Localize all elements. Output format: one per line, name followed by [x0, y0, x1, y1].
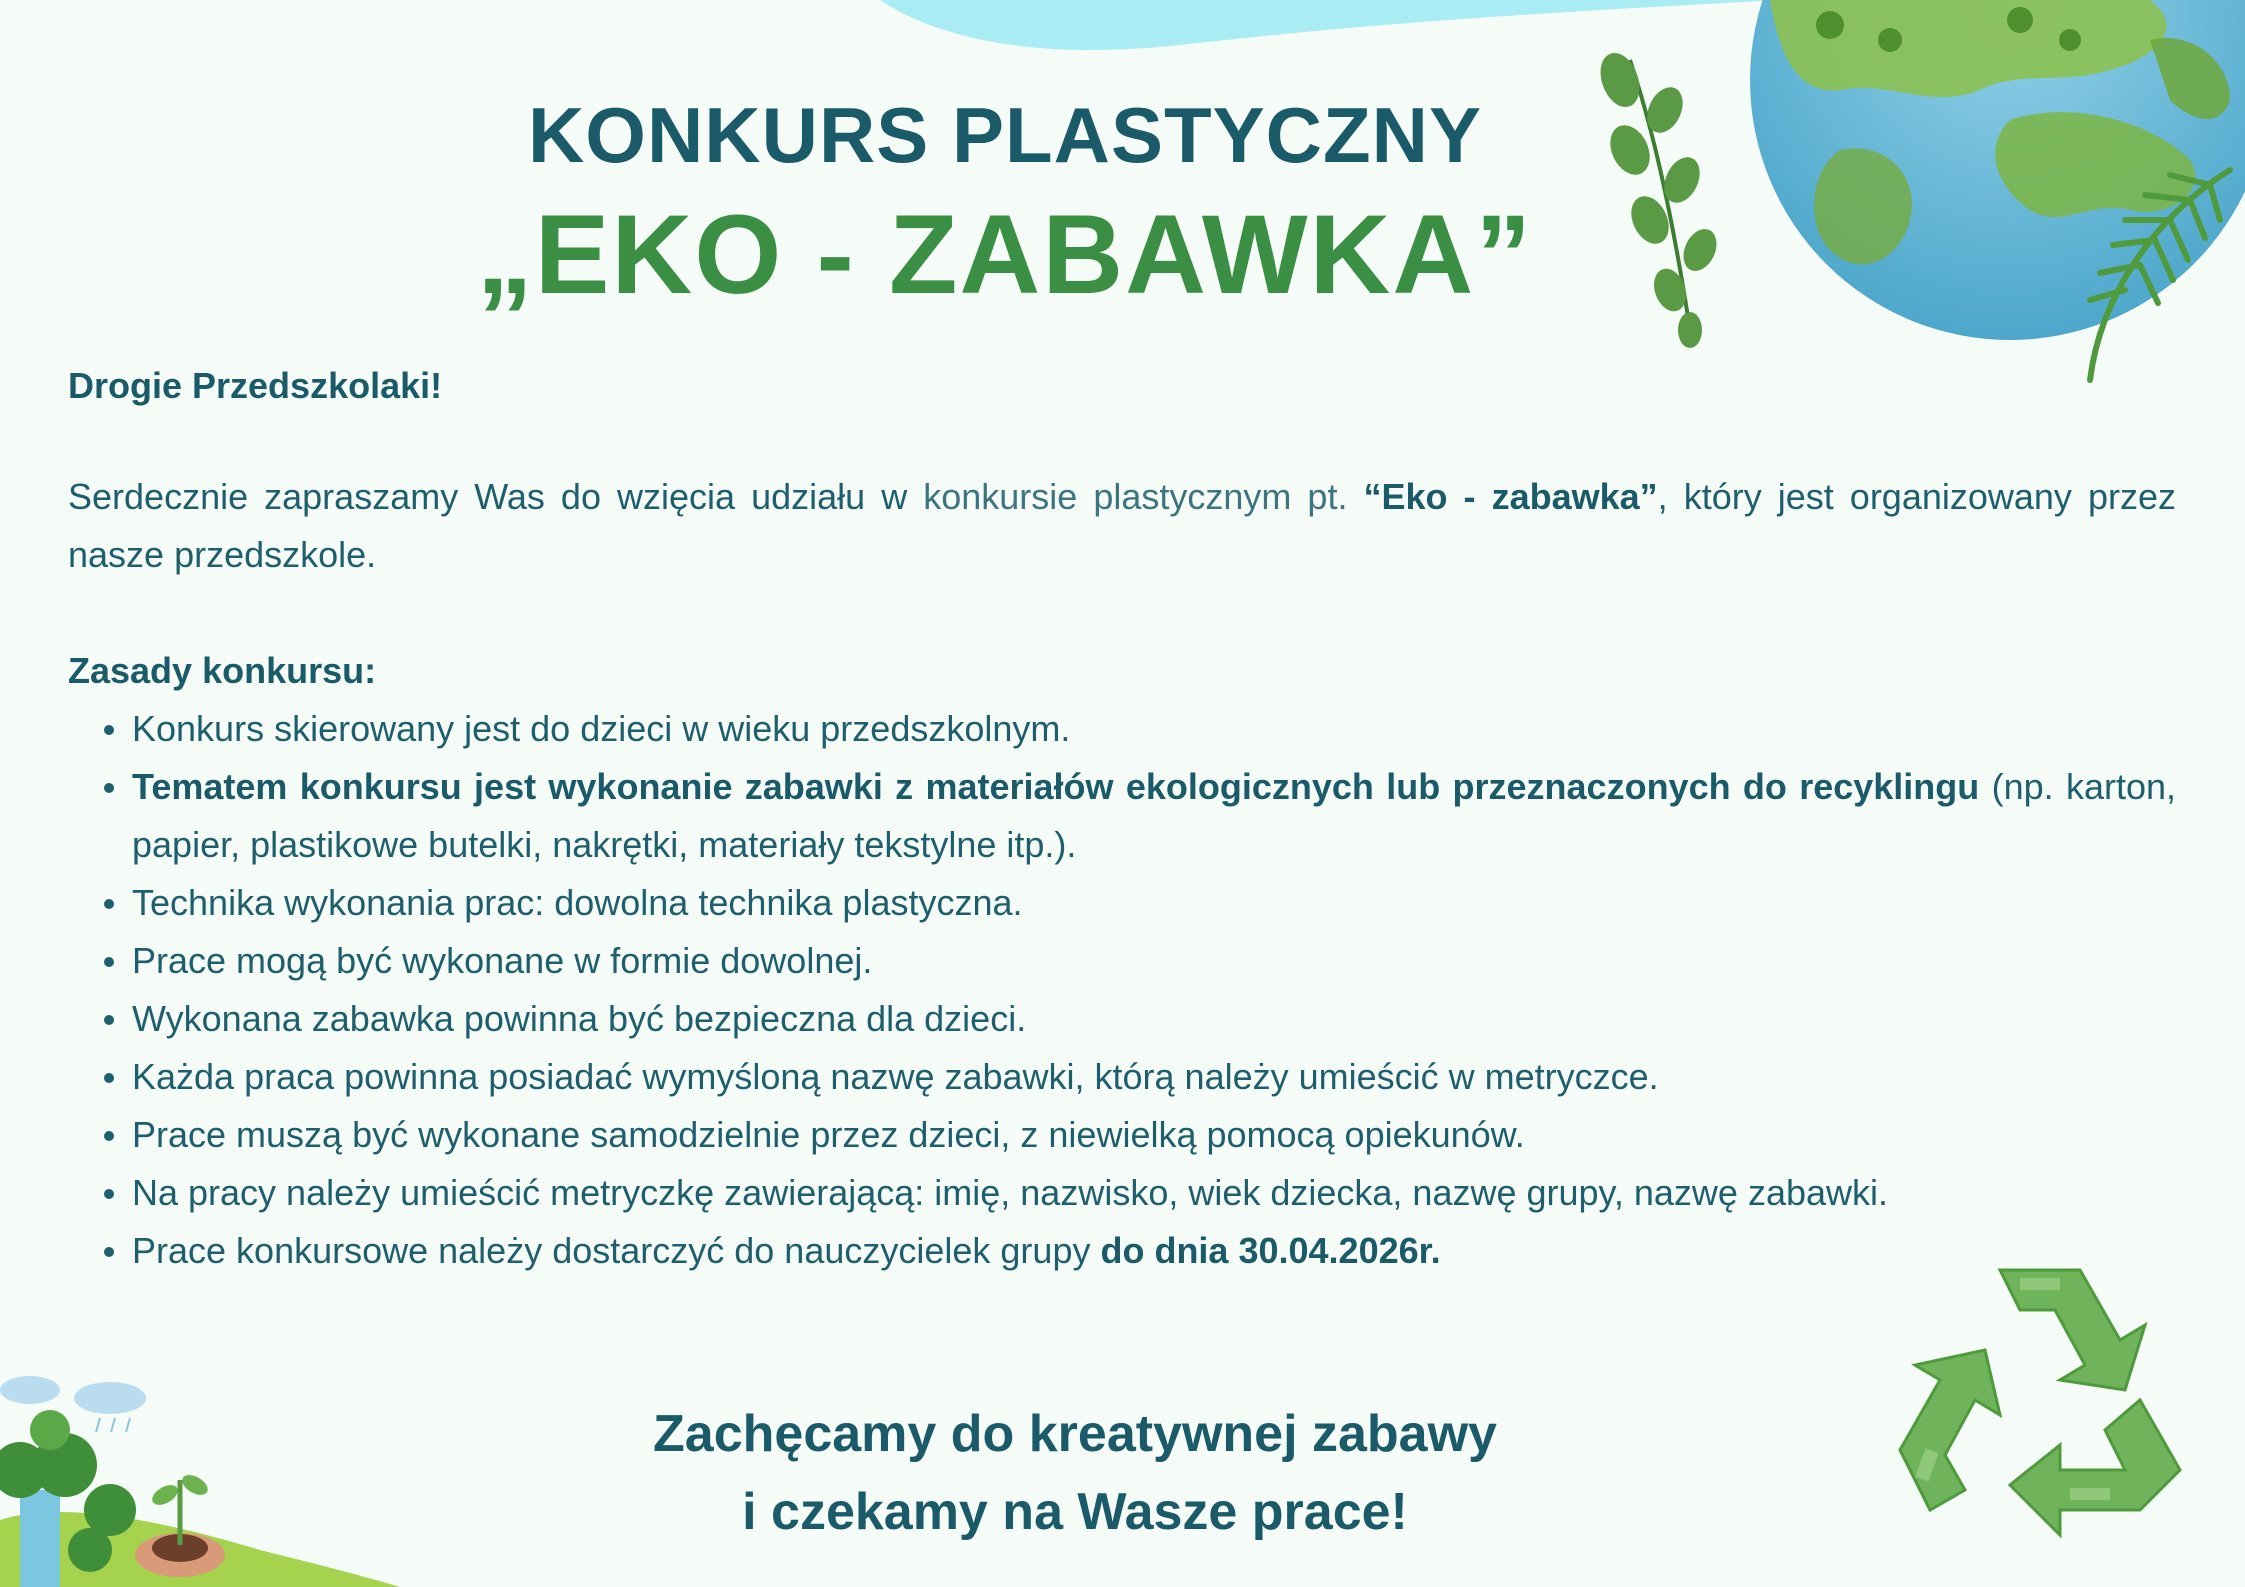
- list-item: [68, 1222, 2176, 1280]
- list-item: [68, 1048, 2176, 1106]
- rule-text: Konkurs skierowany jest do dzieci w wieku przedszkolnym.: [132, 708, 1071, 749]
- closing-message: [400, 1395, 1750, 1551]
- closing-line-1: Zachęcamy do kreatywnej zabawy: [653, 1405, 1497, 1463]
- nature-landscape: [0, 1370, 400, 1587]
- rule-text: Prace muszą być wykonane samodzielnie przez dzieci, z niewielką pomocą opiekunów.: [132, 1114, 1525, 1155]
- list-item: [68, 700, 2176, 758]
- rule-text: Prace mogą być wykonane w formie dowolnej.: [132, 940, 873, 981]
- rule-text: Każda praca powinna posiadać wymyśloną nazwę zabawki, którą należy umieścić w metryczce.: [132, 1056, 1659, 1097]
- rule-text: Technika wykonania prac: dowolna technika plastyczna.: [132, 882, 1023, 923]
- intro-paragraph: [68, 468, 2176, 584]
- rule-text: (np. karton, papier, plastikowe butelki, nakrętki, materiały tekstylne itp.).: [132, 766, 2176, 865]
- rule-text: Wykonana zabawka powinna być bezpieczna dla dzieci.: [132, 998, 1027, 1039]
- contest-name: „EKO - ZABAWKA”: [476, 192, 1534, 317]
- list-item: [68, 990, 2176, 1048]
- list-item: [68, 1106, 2176, 1164]
- rule-text-bold: Tematem konkursu jest wykonanie zabawki z materiałów ekologicznych lub przeznaczonych do recyklingu: [132, 766, 1980, 807]
- intro-text-2: konkursie plastycznym pt.: [907, 476, 1364, 517]
- page-title: KONKURS PLASTYCZNY: [527, 91, 1483, 179]
- recycle-icon: [1890, 1250, 2190, 1540]
- rules-heading: Zasady konkursu:: [68, 650, 377, 691]
- intro-text-1: Serdecznie zapraszamy Was do wzięcia udziału w: [68, 476, 908, 517]
- rules-list: [68, 700, 2176, 1280]
- closing-line-2: i czekamy na Wasze prace!: [742, 1483, 1408, 1541]
- rule-text: Na pracy należy umieścić metryczkę zawierającą: imię, nazwisko, wiek dziecka, nazwę grupy, nazwę zabawki.: [132, 1172, 1889, 1213]
- list-item: [68, 758, 2176, 874]
- deadline-text: do dnia 30.04.2026r.: [1100, 1230, 1441, 1271]
- list-item: [68, 874, 2176, 932]
- list-item: [68, 932, 2176, 990]
- list-item: [68, 1164, 2176, 1222]
- intro-contest-name: “Eko - zabawka”: [1363, 476, 1658, 517]
- intro-text-4: , który jest organizowany przez nasze przedszkole.: [68, 476, 2176, 575]
- rule-text: Prace konkursowe należy dostarczyć do nauczycielek grupy: [132, 1230, 1101, 1271]
- greeting: Drogie Przedszkolaki!: [68, 365, 443, 406]
